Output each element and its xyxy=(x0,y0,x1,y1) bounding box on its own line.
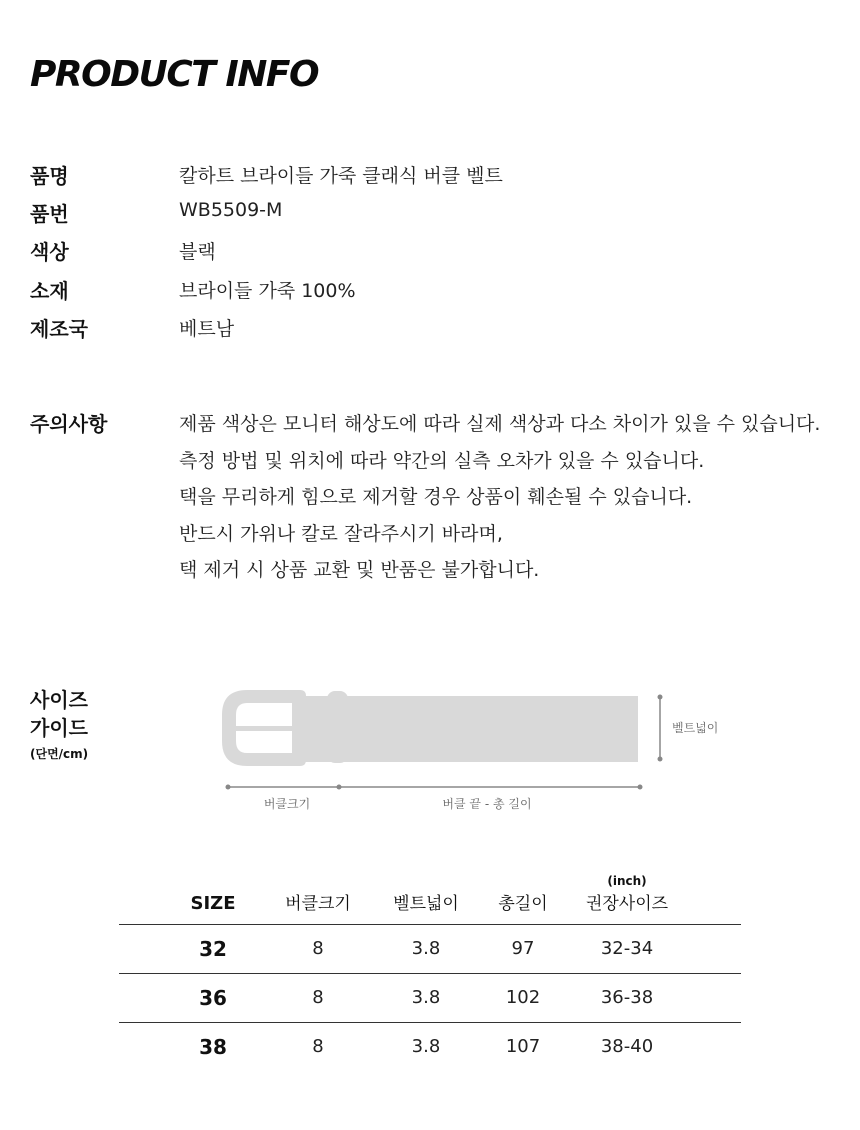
notice-label: 주의사항 xyxy=(30,412,108,436)
size-guide-title-line2: 가이드 xyxy=(30,716,88,740)
buckle-prong xyxy=(236,726,298,731)
header-size: SIZE xyxy=(190,893,236,914)
info-label: 제조국 xyxy=(30,317,88,341)
info-value: 베트남 xyxy=(179,318,235,340)
header-recommended: 권장사이즈 xyxy=(585,894,669,914)
measure-dot xyxy=(658,695,663,700)
cell-length: 97 xyxy=(511,938,535,959)
cell-width: 3.8 xyxy=(411,1036,441,1057)
table-row xyxy=(119,974,741,1023)
measure-dot xyxy=(337,785,342,790)
cell-size: 32 xyxy=(199,937,227,961)
info-value: WB5509-M xyxy=(179,199,283,221)
notice-line: 택을 무리하게 힘으로 제거할 경우 상품이 훼손될 수 있습니다. xyxy=(179,486,693,508)
cell-buckle: 8 xyxy=(312,1036,324,1057)
cell-size: 38 xyxy=(199,1035,227,1059)
length-measure-label: 버클 끝 - 총 길이 xyxy=(442,797,532,811)
cell-size: 36 xyxy=(199,986,227,1010)
info-label: 소재 xyxy=(30,279,69,303)
header-unit: (inch) xyxy=(607,874,647,888)
cell-buckle: 8 xyxy=(312,938,324,959)
cell-recommended: 32-34 xyxy=(600,938,654,959)
cell-width: 3.8 xyxy=(411,938,441,959)
info-value: 블랙 xyxy=(179,241,216,263)
table-row xyxy=(119,925,741,974)
info-value: 브라이들 가죽 100% xyxy=(179,280,356,302)
header-width: 벨트넓이 xyxy=(393,894,459,914)
cell-recommended: 38-40 xyxy=(600,1036,654,1057)
cell-recommended: 36-38 xyxy=(600,987,654,1008)
table-row xyxy=(119,1023,741,1071)
notice-line: 택 제거 시 상품 교환 및 반품은 불가합니다. xyxy=(179,559,540,581)
cell-length: 107 xyxy=(505,1036,541,1057)
info-label: 색상 xyxy=(30,240,69,264)
info-value: 칼하트 브라이들 가죽 클래식 버클 벨트 xyxy=(179,165,503,187)
table-header xyxy=(119,866,741,925)
belt-keeper xyxy=(327,691,348,763)
header-buckle: 버클크기 xyxy=(285,894,351,914)
notice-line: 제품 색상은 모니터 해상도에 따라 실제 색상과 다소 차이가 있을 수 있습니다. xyxy=(179,413,821,435)
cell-width: 3.8 xyxy=(411,987,441,1008)
header-length: 총길이 xyxy=(498,894,548,914)
buckle-measure-label: 버클크기 xyxy=(263,797,311,811)
cell-buckle: 8 xyxy=(312,987,324,1008)
belt-strap xyxy=(300,696,638,762)
measure-dot xyxy=(658,757,663,762)
size-guide-title-line1: 사이즈 xyxy=(30,688,88,712)
width-measure-label: 벨트넓이 xyxy=(672,721,719,735)
page-heading: PRODUCT INFO xyxy=(30,54,319,95)
cell-length: 102 xyxy=(505,987,541,1008)
info-label: 품명 xyxy=(30,164,69,188)
notice-line: 반드시 가위나 칼로 잘라주시기 바라며, xyxy=(179,522,503,545)
size-guide-subtitle: (단면/cm) xyxy=(30,747,89,761)
measure-dot xyxy=(226,785,231,790)
info-label: 품번 xyxy=(30,202,69,226)
measure-dot xyxy=(638,785,643,790)
notice-line: 측정 방법 및 위치에 따라 약간의 실측 오차가 있을 수 있습니다. xyxy=(179,449,705,472)
size-table xyxy=(119,866,741,1071)
